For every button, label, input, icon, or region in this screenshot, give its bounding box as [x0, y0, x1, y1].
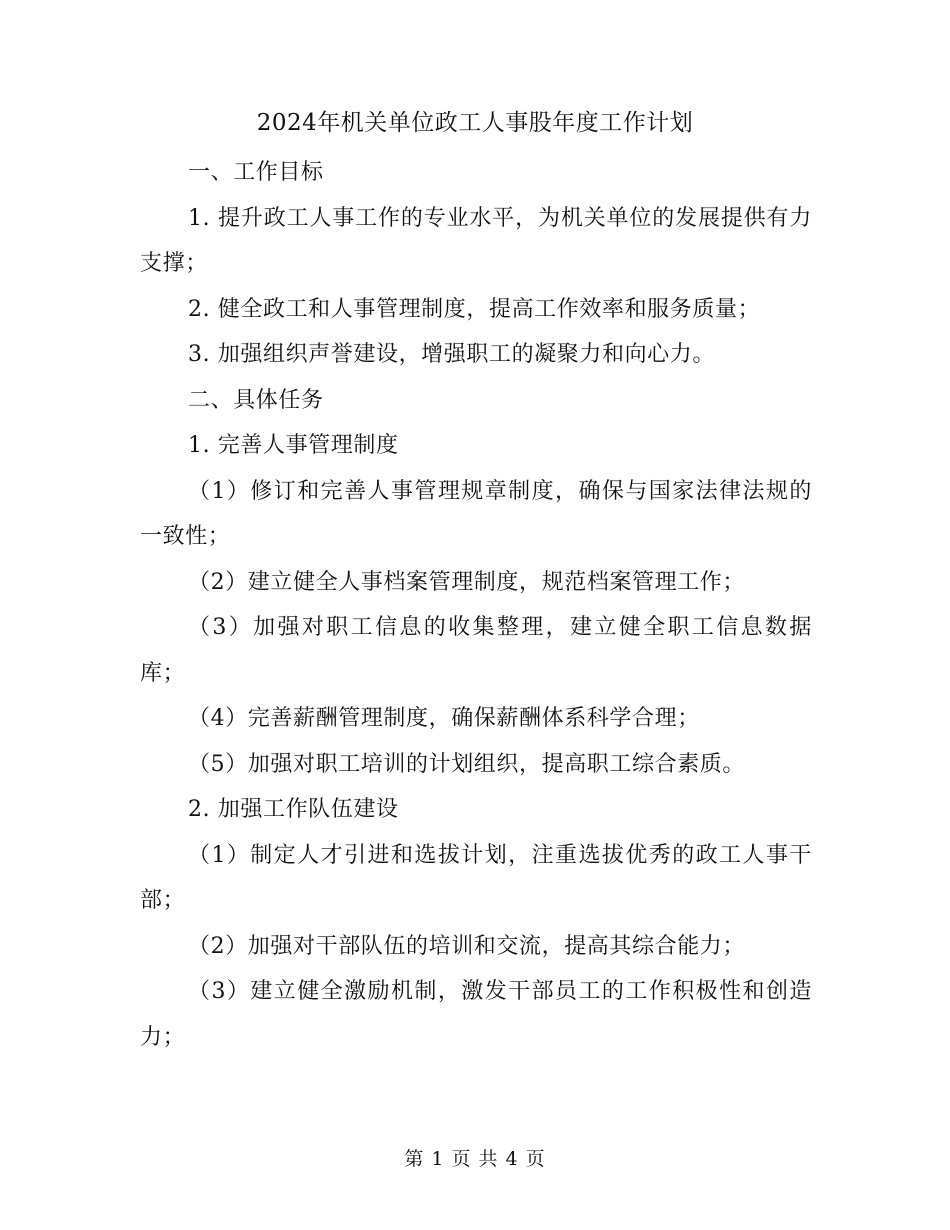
page-footer: 第 1 页 共 4 页: [404, 1148, 546, 1170]
paragraph: 2. 健全政工和人事管理制度，提高工作效率和服务质量；: [188, 296, 761, 322]
document-title: 2024年机关单位政工人事股年度工作计划: [256, 110, 694, 136]
paragraph: （1）修订和完善人事管理规章制度，确保与国家法律法规的一致性；: [140, 478, 812, 549]
paragraph: 一、工作目标: [188, 160, 324, 185]
paragraph: （5）加强对职工培训的计划组织，提高职工综合素质。: [188, 751, 745, 777]
paragraph: 1. 完善人事管理制度: [188, 433, 399, 458]
paragraph: 3. 加强组织声誉建设，增强职工的凝聚力和向心力。: [188, 342, 715, 367]
paragraph: （2）加强对干部队伍的培训和交流，提高其综合能力；: [188, 933, 745, 959]
paragraph: （3）建立健全激励机制，激发干部员工的工作积极性和创造力；: [140, 979, 812, 1050]
paragraph: （1）制定人才引进和选拔计划，注重选拔优秀的政工人事干部；: [140, 842, 812, 913]
paragraph: 1. 提升政工人事工作的专业水平，为机关单位的发展提供有力支撑；: [140, 205, 812, 276]
paragraph: 二、具体任务: [188, 387, 324, 413]
paragraph: （4）完善薪酬管理制度，确保薪酬体系科学合理；: [188, 706, 700, 731]
paragraph: 2. 加强工作队伍建设: [188, 797, 399, 822]
document-body: [140, 150, 812, 1060]
paragraph: （3）加强对职工信息的收集整理，建立健全职工信息数据库；: [140, 615, 812, 686]
paragraph: （2）建立健全人事档案管理制度，规范档案管理工作；: [188, 569, 745, 595]
